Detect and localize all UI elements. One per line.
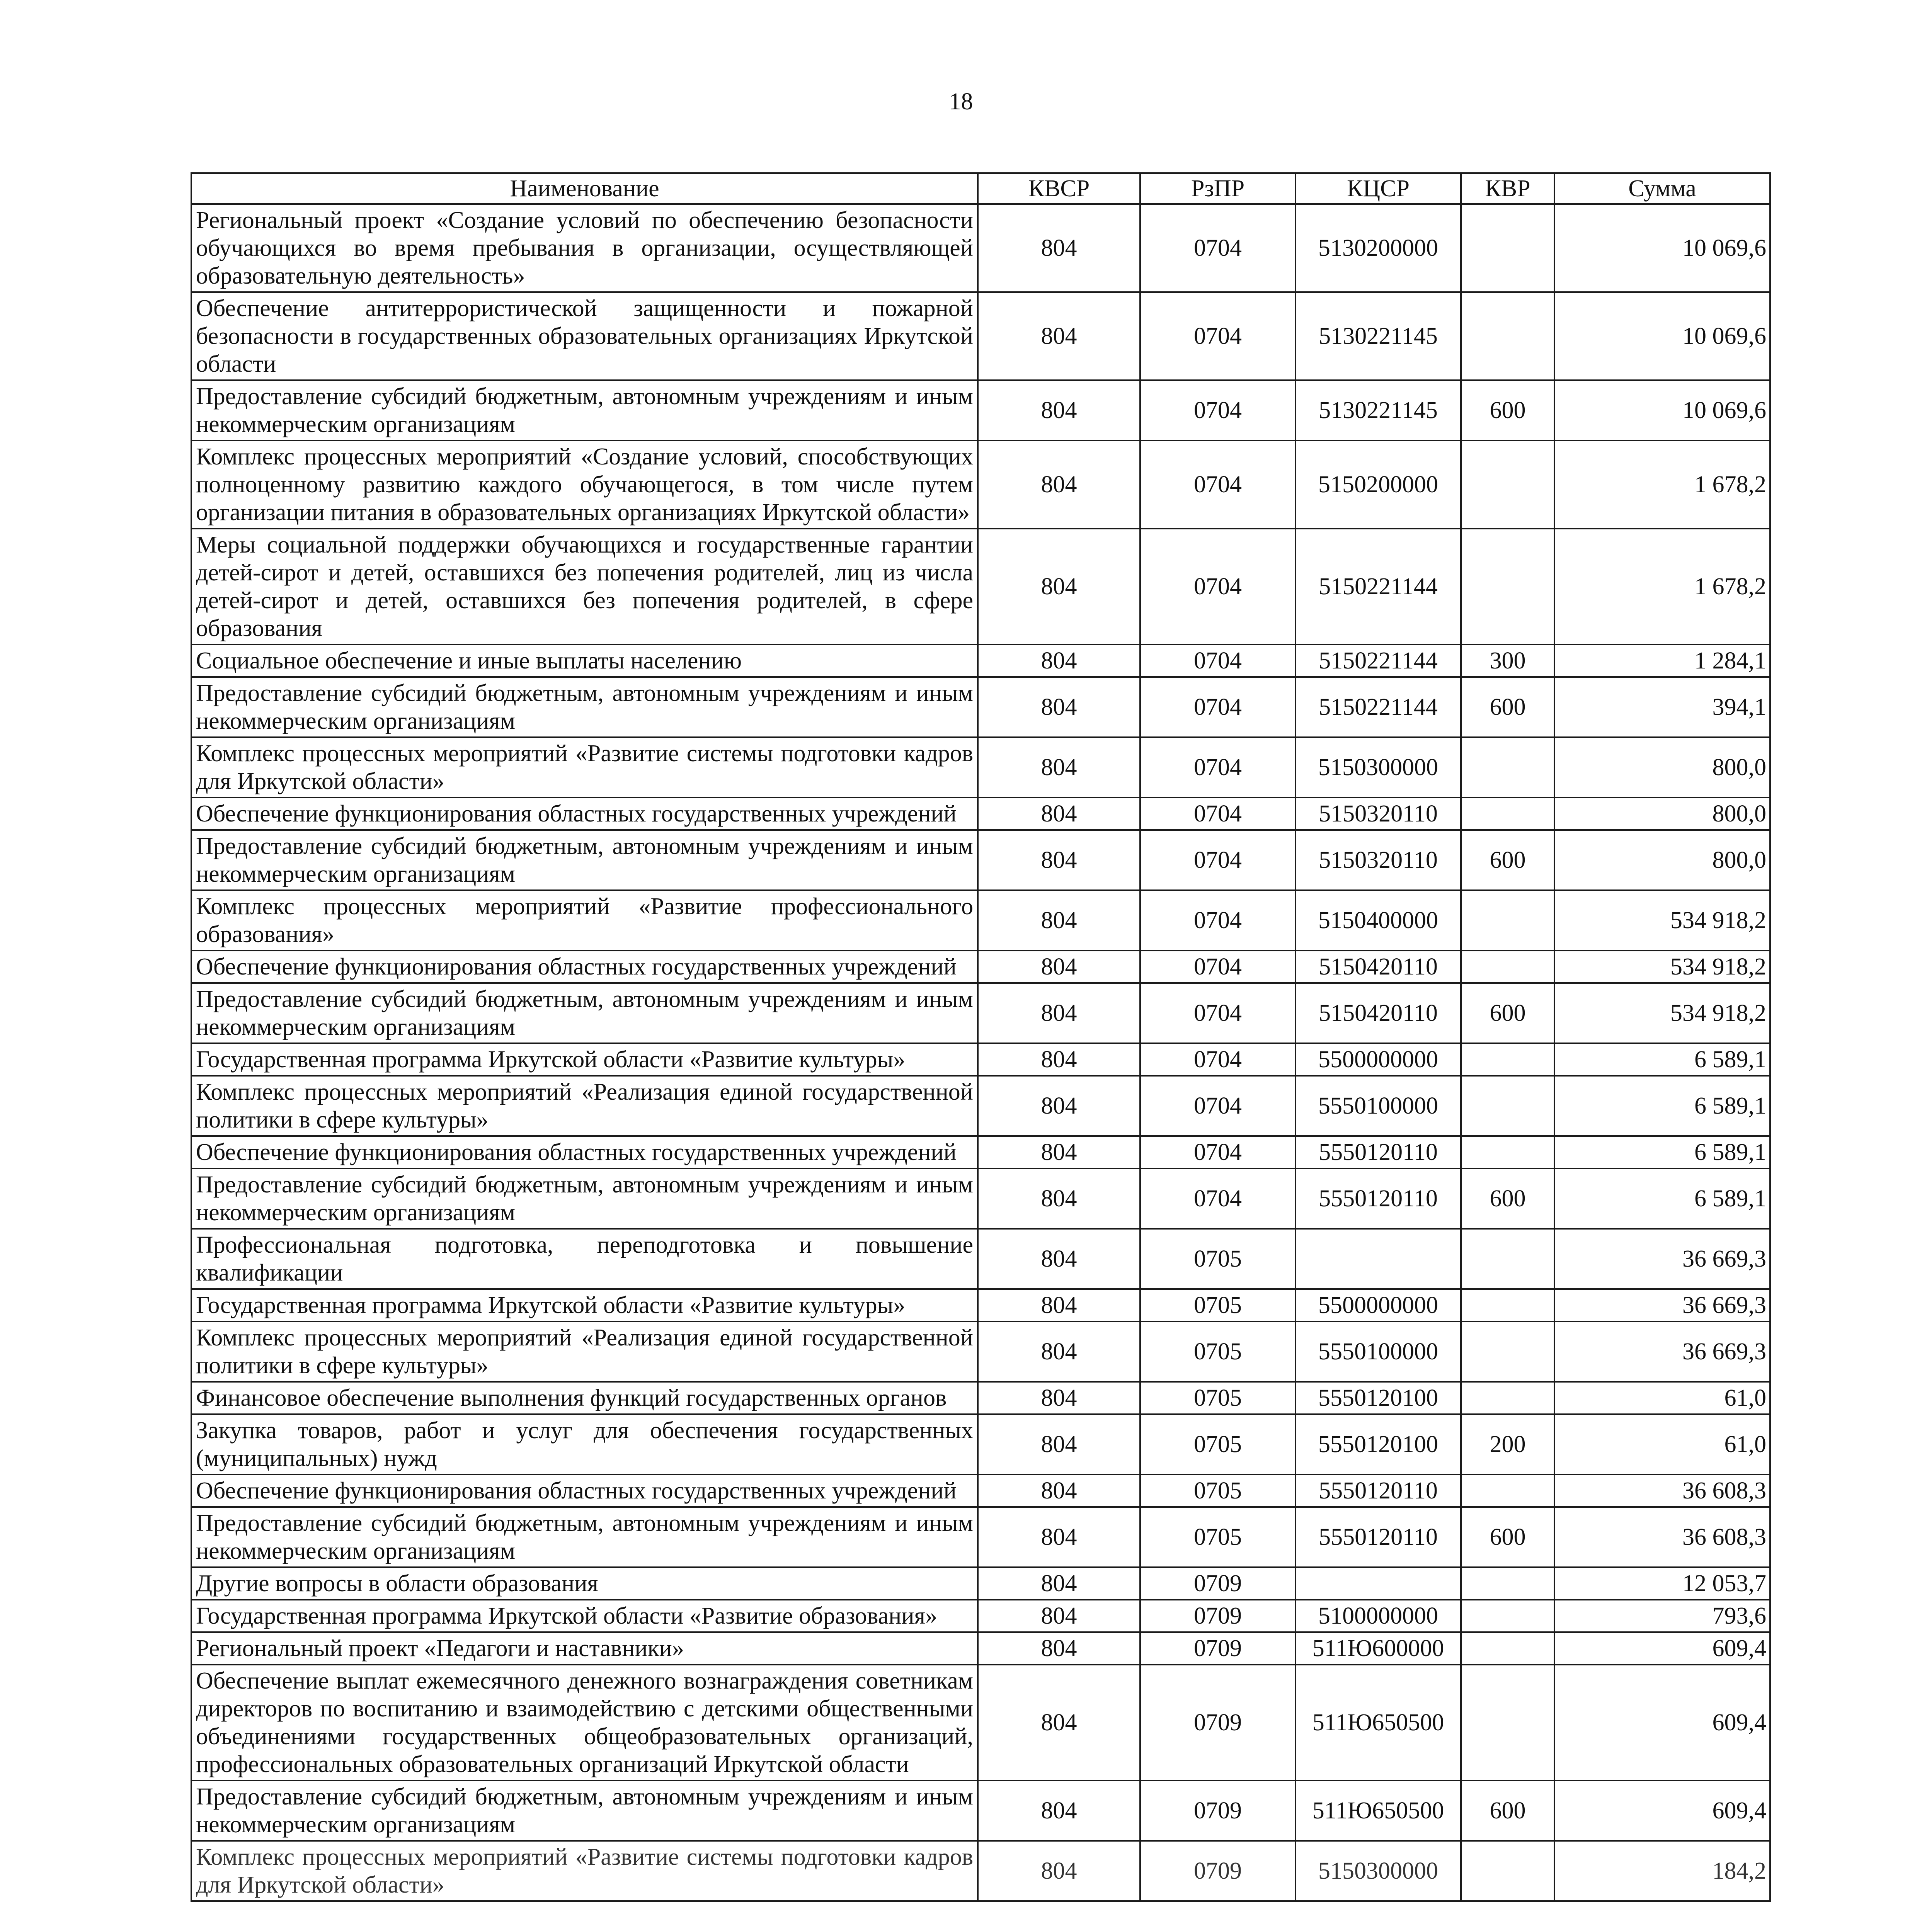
row-kvr <box>1461 798 1554 830</box>
table-row <box>191 983 1770 1043</box>
row-kvr: 600 <box>1461 1168 1554 1229</box>
row-kvsr: 804 <box>978 1632 1140 1665</box>
table-row <box>191 677 1770 737</box>
row-rzpr: 0705 <box>1140 1475 1296 1507</box>
row-sum: 184,2 <box>1554 1841 1770 1901</box>
table-row <box>191 1043 1770 1076</box>
row-name: Государственная программа Иркутской области «Развитие образования» <box>191 1600 978 1632</box>
row-kcsr: 511Ю650500 <box>1296 1781 1461 1841</box>
row-rzpr: 0704 <box>1140 380 1296 440</box>
row-kcsr: 5550120100 <box>1296 1414 1461 1475</box>
row-sum: 61,0 <box>1554 1382 1770 1414</box>
table-row <box>191 1289 1770 1321</box>
row-kvsr: 804 <box>978 890 1140 951</box>
row-rzpr: 0709 <box>1140 1567 1296 1600</box>
row-kcsr: 5130221145 <box>1296 292 1461 380</box>
table-row <box>191 1414 1770 1475</box>
row-kcsr: 5500000000 <box>1296 1043 1461 1076</box>
row-kvr <box>1461 1841 1554 1901</box>
row-rzpr: 0704 <box>1140 292 1296 380</box>
table-row <box>191 1567 1770 1600</box>
row-sum: 12 053,7 <box>1554 1567 1770 1600</box>
row-kvr: 600 <box>1461 1507 1554 1567</box>
row-name: Предоставление субсидий бюджетным, автономным учреждениям и иным некоммерческим организациям <box>191 1168 978 1229</box>
row-sum: 36 669,3 <box>1554 1229 1770 1289</box>
row-kvr: 600 <box>1461 983 1554 1043</box>
row-kvr <box>1461 1229 1554 1289</box>
row-rzpr: 0705 <box>1140 1321 1296 1382</box>
row-name: Региональный проект «Педагоги и наставники» <box>191 1632 978 1665</box>
row-sum: 6 589,1 <box>1554 1076 1770 1136</box>
row-kvsr: 804 <box>978 1781 1140 1841</box>
header-name: Наименование <box>191 173 978 204</box>
row-kcsr: 5150320110 <box>1296 798 1461 830</box>
row-sum: 609,4 <box>1554 1665 1770 1781</box>
row-sum: 609,4 <box>1554 1781 1770 1841</box>
row-kvr: 600 <box>1461 677 1554 737</box>
row-rzpr: 0709 <box>1140 1841 1296 1901</box>
row-kvsr: 804 <box>978 1841 1140 1901</box>
table-row <box>191 380 1770 440</box>
row-sum: 800,0 <box>1554 737 1770 798</box>
header-kvr: КВР <box>1461 173 1554 204</box>
row-kcsr: 5550120110 <box>1296 1507 1461 1567</box>
row-kvsr: 804 <box>978 1600 1140 1632</box>
table-row <box>191 292 1770 380</box>
row-name: Профессиональная подготовка, переподготовка и повышение квалификации <box>191 1229 978 1289</box>
row-kvr <box>1461 951 1554 983</box>
row-kcsr: 5550120110 <box>1296 1475 1461 1507</box>
row-kvsr: 804 <box>978 983 1140 1043</box>
table-row <box>191 1632 1770 1665</box>
budget-table <box>191 172 1771 1902</box>
row-sum: 36 669,3 <box>1554 1289 1770 1321</box>
page-number: 18 <box>949 88 973 115</box>
row-name: Комплекс процессных мероприятий «Создание условий, способствующих полноценному развитию каждого обучающегося, в том числе путем организации питания в образовательных организациях Иркутской области» <box>191 440 978 529</box>
row-kvsr: 804 <box>978 798 1140 830</box>
table-row <box>191 890 1770 951</box>
row-kvr <box>1461 529 1554 645</box>
row-kvr <box>1461 890 1554 951</box>
table-row <box>191 440 1770 529</box>
row-name: Комплекс процессных мероприятий «Реализация единой государственной политики в сфере культуры» <box>191 1321 978 1382</box>
row-name: Обеспечение функционирования областных государственных учреждений <box>191 1475 978 1507</box>
row-rzpr: 0705 <box>1140 1414 1296 1475</box>
row-rzpr: 0709 <box>1140 1632 1296 1665</box>
row-kvsr: 804 <box>978 1076 1140 1136</box>
row-kcsr: 5150420110 <box>1296 983 1461 1043</box>
header-kcsr: КЦСР <box>1296 173 1461 204</box>
row-sum: 534 918,2 <box>1554 890 1770 951</box>
table-row <box>191 204 1770 292</box>
row-name: Меры социальной поддержки обучающихся и государственные гарантии детей-сирот и детей, оставшихся без попечения родителей, лиц из числа детей-сирот и детей, оставшихся без попечения родителей, в сфере образования <box>191 529 978 645</box>
table-row <box>191 645 1770 677</box>
row-name: Закупка товаров, работ и услуг для обеспечения государственных (муниципальных) нужд <box>191 1414 978 1475</box>
row-name: Государственная программа Иркутской области «Развитие культуры» <box>191 1043 978 1076</box>
row-kvsr: 804 <box>978 1168 1140 1229</box>
row-sum: 10 069,6 <box>1554 292 1770 380</box>
row-kvr <box>1461 292 1554 380</box>
row-kcsr: 5150221144 <box>1296 529 1461 645</box>
table-row <box>191 1665 1770 1781</box>
table-row <box>191 1382 1770 1414</box>
row-kcsr: 5550120110 <box>1296 1136 1461 1168</box>
row-kvsr: 804 <box>978 1289 1140 1321</box>
table-row <box>191 1321 1770 1382</box>
row-kvsr: 804 <box>978 1414 1140 1475</box>
row-rzpr: 0704 <box>1140 677 1296 737</box>
row-kvsr: 804 <box>978 1229 1140 1289</box>
row-sum: 6 589,1 <box>1554 1043 1770 1076</box>
row-rzpr: 0704 <box>1140 890 1296 951</box>
row-name: Обеспечение функционирования областных государственных учреждений <box>191 798 978 830</box>
row-sum: 36 608,3 <box>1554 1507 1770 1567</box>
row-rzpr: 0704 <box>1140 1043 1296 1076</box>
row-kvsr: 804 <box>978 380 1140 440</box>
row-name: Комплекс процессных мероприятий «Реализация единой государственной политики в сфере культуры» <box>191 1076 978 1136</box>
row-kcsr: 511Ю650500 <box>1296 1665 1461 1781</box>
row-kvsr: 804 <box>978 1507 1140 1567</box>
row-sum: 36 669,3 <box>1554 1321 1770 1382</box>
row-name: Предоставление субсидий бюджетным, автономным учреждениям и иным некоммерческим организациям <box>191 1507 978 1567</box>
row-name: Предоставление субсидий бюджетным, автономным учреждениям и иным некоммерческим организациям <box>191 830 978 890</box>
row-name: Обеспечение антитеррористической защищенности и пожарной безопасности в государственных образовательных организациях Иркутской области <box>191 292 978 380</box>
table-row <box>191 830 1770 890</box>
row-sum: 793,6 <box>1554 1600 1770 1632</box>
row-sum: 61,0 <box>1554 1414 1770 1475</box>
row-kvsr: 804 <box>978 1665 1140 1781</box>
row-name: Обеспечение функционирования областных государственных учреждений <box>191 1136 978 1168</box>
table-row <box>191 1168 1770 1229</box>
table-row <box>191 951 1770 983</box>
row-kvsr: 804 <box>978 951 1140 983</box>
table-row <box>191 1600 1770 1632</box>
row-rzpr: 0705 <box>1140 1229 1296 1289</box>
table-row <box>191 1781 1770 1841</box>
header-kvsr: КВСР <box>978 173 1140 204</box>
row-name: Комплекс процессных мероприятий «Развитие системы подготовки кадров для Иркутской области» <box>191 1841 978 1901</box>
row-name: Государственная программа Иркутской области «Развитие культуры» <box>191 1289 978 1321</box>
row-rzpr: 0704 <box>1140 830 1296 890</box>
row-name: Предоставление субсидий бюджетным, автономным учреждениям и иным некоммерческим организациям <box>191 380 978 440</box>
table-row <box>191 529 1770 645</box>
row-sum: 1 678,2 <box>1554 440 1770 529</box>
row-kvr <box>1461 1136 1554 1168</box>
row-kvr <box>1461 1321 1554 1382</box>
row-kvsr: 804 <box>978 292 1140 380</box>
row-name: Предоставление субсидий бюджетным, автономным учреждениям и иным некоммерческим организациям <box>191 983 978 1043</box>
row-rzpr: 0704 <box>1140 1136 1296 1168</box>
row-rzpr: 0704 <box>1140 645 1296 677</box>
table-row <box>191 1229 1770 1289</box>
row-sum: 534 918,2 <box>1554 951 1770 983</box>
row-sum: 36 608,3 <box>1554 1475 1770 1507</box>
row-kvsr: 804 <box>978 1567 1140 1600</box>
row-kvr <box>1461 1076 1554 1136</box>
row-kcsr: 5150300000 <box>1296 1841 1461 1901</box>
row-rzpr: 0709 <box>1140 1781 1296 1841</box>
row-kvr <box>1461 204 1554 292</box>
row-kcsr: 5130200000 <box>1296 204 1461 292</box>
row-rzpr: 0704 <box>1140 529 1296 645</box>
row-kvr <box>1461 1289 1554 1321</box>
row-kvsr: 804 <box>978 1475 1140 1507</box>
table-row <box>191 1507 1770 1567</box>
row-kvr: 600 <box>1461 380 1554 440</box>
row-sum: 6 589,1 <box>1554 1136 1770 1168</box>
row-rzpr: 0705 <box>1140 1507 1296 1567</box>
row-kvsr: 804 <box>978 645 1140 677</box>
row-sum: 800,0 <box>1554 830 1770 890</box>
row-kvr: 200 <box>1461 1414 1554 1475</box>
row-name: Комплекс процессных мероприятий «Развитие профессионального образования» <box>191 890 978 951</box>
row-kvr: 600 <box>1461 830 1554 890</box>
row-name: Другие вопросы в области образования <box>191 1567 978 1600</box>
row-rzpr: 0704 <box>1140 440 1296 529</box>
row-sum: 10 069,6 <box>1554 204 1770 292</box>
row-rzpr: 0709 <box>1140 1600 1296 1632</box>
table-header-row <box>191 173 1770 204</box>
row-rzpr: 0704 <box>1140 951 1296 983</box>
row-kvr <box>1461 1567 1554 1600</box>
row-kcsr: 5550120100 <box>1296 1382 1461 1414</box>
row-rzpr: 0704 <box>1140 737 1296 798</box>
row-kcsr: 5150221144 <box>1296 645 1461 677</box>
table-row <box>191 1475 1770 1507</box>
row-kvsr: 804 <box>978 440 1140 529</box>
row-kcsr: 5150200000 <box>1296 440 1461 529</box>
row-kvr <box>1461 1382 1554 1414</box>
row-name: Предоставление субсидий бюджетным, автономным учреждениям и иным некоммерческим организациям <box>191 677 978 737</box>
row-rzpr: 0705 <box>1140 1289 1296 1321</box>
row-sum: 394,1 <box>1554 677 1770 737</box>
row-kvsr: 804 <box>978 204 1140 292</box>
row-kvr: 300 <box>1461 645 1554 677</box>
row-kvsr: 804 <box>978 529 1140 645</box>
row-kcsr: 5150221144 <box>1296 677 1461 737</box>
row-name: Обеспечение выплат ежемесячного денежного вознаграждения советникам директоров по воспитанию и взаимодействию с детскими общественными объединениями государственных общеобразовательных организаций, профессиональных образовательных организаций Иркутской области <box>191 1665 978 1781</box>
table-row <box>191 737 1770 798</box>
row-rzpr: 0704 <box>1140 204 1296 292</box>
row-name: Региональный проект «Создание условий по обеспечению безопасности обучающихся во время пребывания в организации, осуществляющей образовательную деятельность» <box>191 204 978 292</box>
row-rzpr: 0709 <box>1140 1665 1296 1781</box>
row-kcsr: 5550100000 <box>1296 1076 1461 1136</box>
row-kvr <box>1461 1600 1554 1632</box>
row-sum: 10 069,6 <box>1554 380 1770 440</box>
row-sum: 6 589,1 <box>1554 1168 1770 1229</box>
row-sum: 1 284,1 <box>1554 645 1770 677</box>
row-kvr <box>1461 737 1554 798</box>
row-sum: 800,0 <box>1554 798 1770 830</box>
row-name: Обеспечение функционирования областных государственных учреждений <box>191 951 978 983</box>
row-kcsr: 5550100000 <box>1296 1321 1461 1382</box>
row-name: Комплекс процессных мероприятий «Развитие системы подготовки кадров для Иркутской области» <box>191 737 978 798</box>
row-kcsr: 5130221145 <box>1296 380 1461 440</box>
row-kcsr: 5100000000 <box>1296 1600 1461 1632</box>
row-kcsr: 5150400000 <box>1296 890 1461 951</box>
row-kvr <box>1461 440 1554 529</box>
row-kcsr: 5550120110 <box>1296 1168 1461 1229</box>
row-kvsr: 804 <box>978 1043 1140 1076</box>
row-rzpr: 0704 <box>1140 1076 1296 1136</box>
row-kcsr: 5150300000 <box>1296 737 1461 798</box>
table-row <box>191 1136 1770 1168</box>
row-kvr: 600 <box>1461 1781 1554 1841</box>
table-row <box>191 1841 1770 1901</box>
row-kvsr: 804 <box>978 1136 1140 1168</box>
row-kcsr: 511Ю600000 <box>1296 1632 1461 1665</box>
row-kvsr: 804 <box>978 1321 1140 1382</box>
row-rzpr: 0704 <box>1140 1168 1296 1229</box>
header-rzpr: РзПР <box>1140 173 1296 204</box>
row-kvsr: 804 <box>978 1382 1140 1414</box>
table-row <box>191 1076 1770 1136</box>
row-kcsr <box>1296 1567 1461 1600</box>
row-sum: 609,4 <box>1554 1632 1770 1665</box>
row-name: Социальное обеспечение и иные выплаты населению <box>191 645 978 677</box>
row-kcsr <box>1296 1229 1461 1289</box>
row-rzpr: 0704 <box>1140 798 1296 830</box>
row-name: Финансовое обеспечение выполнения функций государственных органов <box>191 1382 978 1414</box>
header-sum: Сумма <box>1554 173 1770 204</box>
row-kvsr: 804 <box>978 737 1140 798</box>
row-rzpr: 0704 <box>1140 983 1296 1043</box>
row-sum: 1 678,2 <box>1554 529 1770 645</box>
row-rzpr: 0705 <box>1140 1382 1296 1414</box>
row-kcsr: 5150320110 <box>1296 830 1461 890</box>
row-kvr <box>1461 1043 1554 1076</box>
row-kcsr: 5150420110 <box>1296 951 1461 983</box>
row-sum: 534 918,2 <box>1554 983 1770 1043</box>
row-name: Предоставление субсидий бюджетным, автономным учреждениям и иным некоммерческим организациям <box>191 1781 978 1841</box>
row-kvr <box>1461 1475 1554 1507</box>
row-kvr <box>1461 1632 1554 1665</box>
row-kvsr: 804 <box>978 677 1140 737</box>
row-kvr <box>1461 1665 1554 1781</box>
table-row <box>191 798 1770 830</box>
row-kvsr: 804 <box>978 830 1140 890</box>
row-kcsr: 5500000000 <box>1296 1289 1461 1321</box>
